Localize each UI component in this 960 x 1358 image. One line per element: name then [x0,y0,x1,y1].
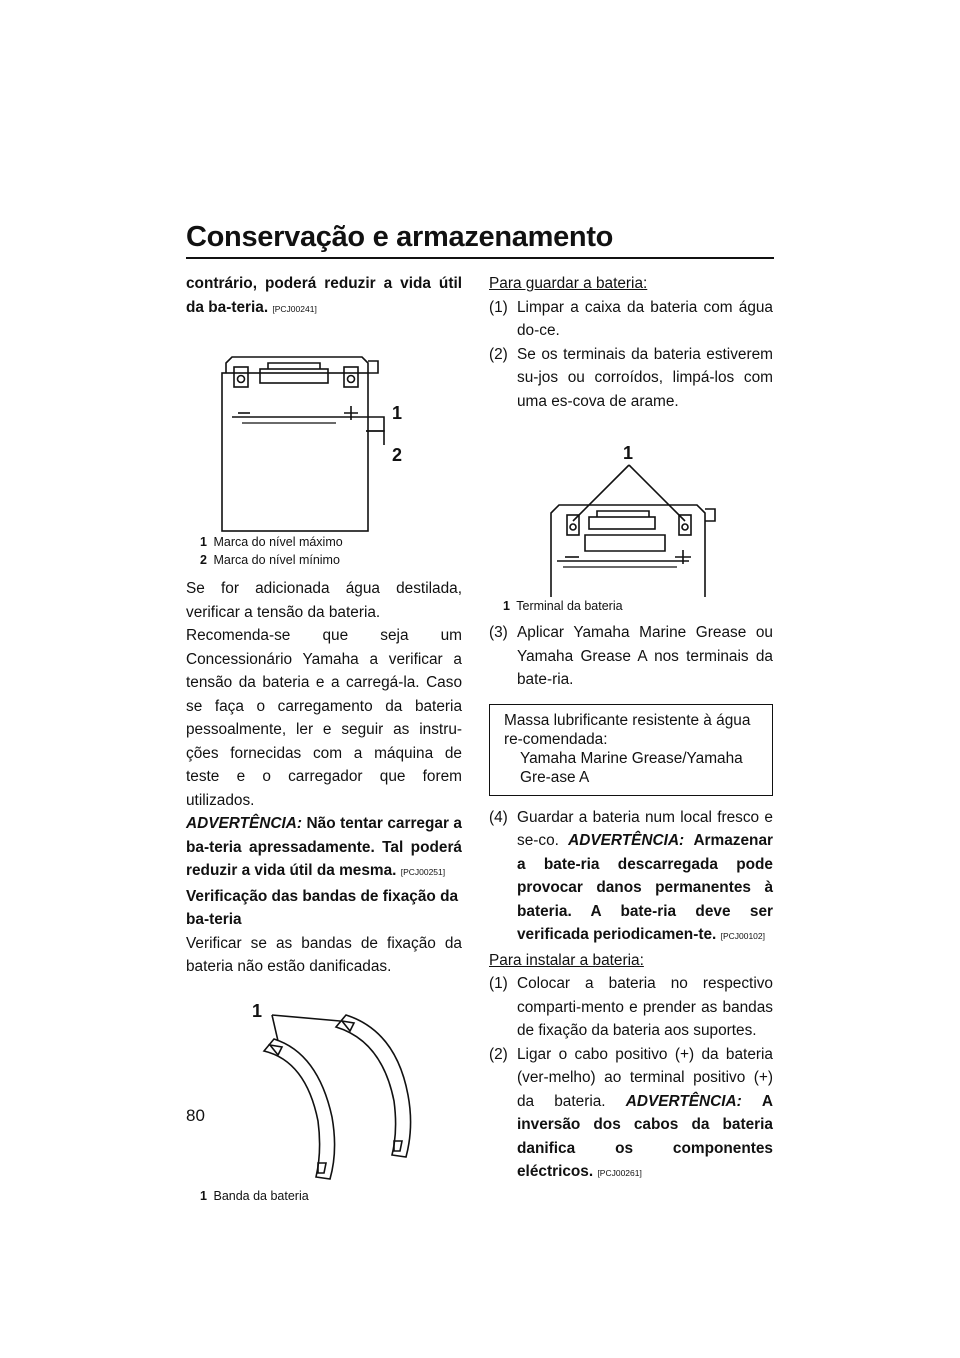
grease-recommendation-box [489,704,773,796]
warning-code: [PCJ00241] [272,303,317,314]
box-line: Yamaha Marine Grease/Yamaha Gre-ase A [520,749,743,786]
warning-code: [PCJ00102] [720,931,765,941]
warning-continuation-text: contrário, poderá reduzir a vida útil da ba-teria. [186,275,462,316]
figure-caption: 1 Banda da bateria [200,1188,309,1203]
figure-label-1: 1 [623,443,634,463]
figure-label-2: 2 [392,445,403,465]
list-item: (2) Se os terminais da bateria estiverem su-jos ou corroídos, limpá-los com uma es-cova de arame. [489,345,773,410]
list-item: (2) Ligar o cabo positivo (+) da bateria (ver-melho) ao terminal positivo (+) da bateria. ADVERTÊNCIA: A inversão dos cabos da bateria danifica os componentes eléctricos. [PCJ00261] [489,1045,774,1180]
figure-caption: 1 Terminal da bateria [503,599,623,613]
battery-terminal-figure [489,429,773,597]
paragraph: Se for adicionada água destilada, verificar a tensão da bateria. [186,580,462,621]
warning-code: [PCJ00261] [597,1168,642,1178]
page-number: 80 [186,1106,205,1125]
battery-band-figure [186,991,462,1187]
warning-text: Armazenar a bate-ria descarregada pode provocar danos permanentes à bateria. A bate-ria deve ser verificada periodicamen-te. [517,832,773,943]
subheading-store: Para guardar a bateria: [489,275,648,292]
list-item: (1) Colocar a bateria no respectivo comparti-mento e prender as bandas de fixação da bateria aos suportes. [489,975,773,1039]
warning-label: ADVERTÊNCIA: [186,815,303,832]
subheading-install: Para instalar a bateria: [489,951,644,969]
figure-label-1: 1 [252,1000,263,1021]
section-heading: Verificação das bandas de fixação da ba-teria [186,887,459,928]
warning-text: Não tentar carregar a ba-teria apressadamente. Tal poderá reduzir a vida útil da mesma. [186,815,462,879]
warning-continuation [186,272,462,321]
warning-paragraph [186,812,462,885]
warning-label: ADVERTÊNCIA: [568,832,685,849]
left-column [186,272,462,1205]
box-line: Massa lubrificante resistente à água re-comendada: [504,711,751,748]
warning-label: ADVERTÊNCIA: [625,1092,742,1110]
right-column [489,272,773,1186]
figure-caption: 2 Marca do nível mínimo [200,553,340,567]
warning-text: A inversão dos cabos da bateria danifica os componentes eléctricos. [517,1092,774,1180]
list-item: (3) Aplicar Yamaha Marine Grease ou Yamaha Grease A nos terminais da bate-ria. [489,624,773,688]
paragraph: Recomenda-se que seja um Concessionário Yamaha a verificar a tensão da bateria e a carregá-la. Caso se faça o carregamento da bateria pessoalmente, ler e seguir as instru-ções fornecidas com a máquina de teste e o carregador que forem utilizados. [186,627,462,809]
figure-label-1: 1 [392,403,403,423]
list-item: (4) Guardar a bateria num local fresco e se-co. ADVERTÊNCIA: Armazenar a bate-ria descarregada pode provocar danos permanentes à bateria. A bate-ria deve ser verificada periodicamen-te. [PCJ00102] [489,808,773,943]
figure-caption: 1 Marca do nível máximo [200,535,343,549]
battery-level-illustration [186,327,462,533]
battery-terminal-illustration [489,429,773,597]
list-item: (1) Limpar a caixa da bateria com água do-ce. [489,298,773,339]
title-rule [186,257,774,259]
page-title: Conservação e armazenamento [186,221,614,253]
battery-level-figure [186,327,462,533]
warning-code: [PCJ00251] [400,867,446,877]
paragraph: Verificar se as bandas de fixação da bateria não estão danificadas. [186,934,462,975]
battery-band-illustration [186,991,462,1187]
